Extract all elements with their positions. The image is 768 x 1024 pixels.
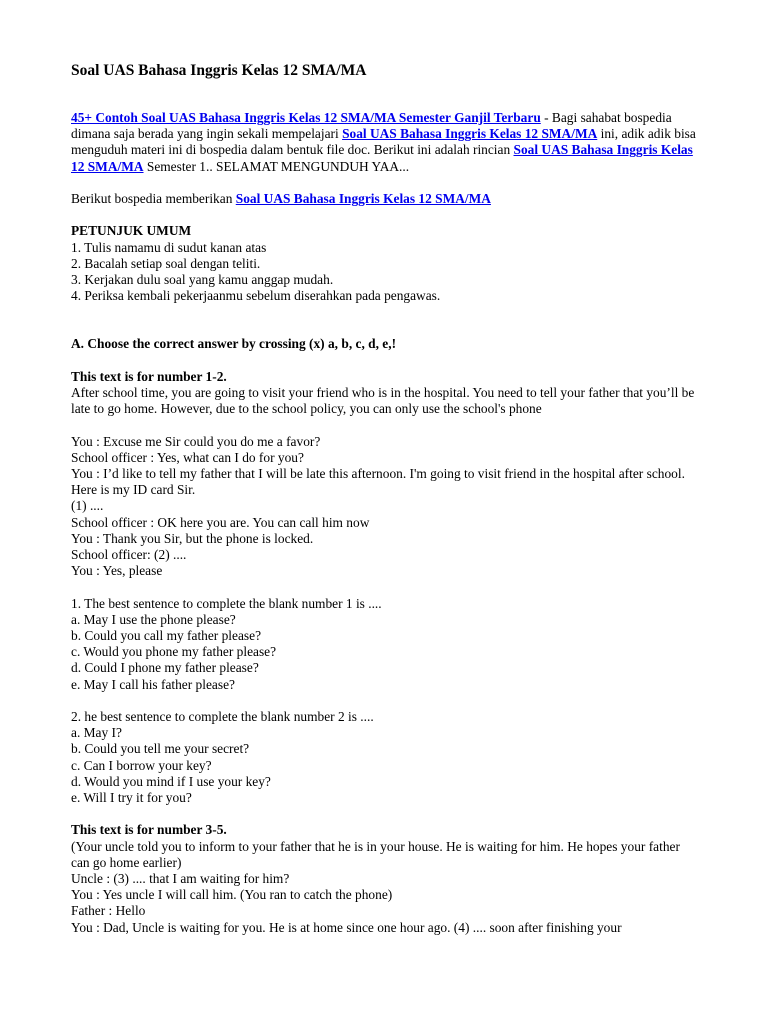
petunjuk-item: 1. Tulis namamu di sudut kanan atas	[71, 239, 267, 255]
berikut-text: Berikut bospedia memberikan	[71, 191, 236, 206]
answer-option: e. Will I try it for you?	[71, 790, 192, 806]
answer-option: c. Would you phone my father please?	[71, 644, 277, 660]
answer-option: c. Can I borrow your key?	[71, 757, 212, 773]
link-contoh-soal[interactable]: 45+ Contoh Soal UAS Bahasa Inggris Kelas 12 SMA/MA Semester Ganjil Terbaru	[71, 110, 541, 125]
answer-option: d. Would you mind if I use your key?	[71, 773, 271, 789]
intro-paragraph	[71, 110, 701, 175]
text-1-2-intro: After school time, you are going to visit your friend who is in the hospital. You need to tell your father that you’ll be late to go home. However, due to the school policy, you can only use the school's phone	[71, 385, 695, 417]
document-title: Soal UAS Bahasa Inggris Kelas 12 SMA/MA	[71, 62, 367, 79]
link-soal-uas-1[interactable]: Soal UAS Bahasa Inggris Kelas 12 SMA/MA	[342, 126, 598, 142]
dialog-line: You : I’d like to tell my father that I will be late this afternoon. I'm going to visit friend in the hospital after school. Here is my ID card Sir.	[71, 466, 685, 498]
dialog-line: You : Thank you Sir, but the phone is locked.	[71, 530, 314, 546]
answer-option: a. May I use the phone please?	[71, 611, 236, 627]
text-3-5-heading: This text is for number 3-5.	[71, 822, 227, 838]
dialog-line: School officer: (2) ....	[71, 547, 187, 563]
answer-option: e. May I call his father please?	[71, 676, 235, 692]
link-soal-uas-3[interactable]: Soal UAS Bahasa Inggris Kelas 12 SMA/MA	[235, 191, 491, 206]
dialog-line: School officer : Yes, what can I do for you?	[71, 449, 304, 465]
answer-option: d. Could I phone my father please?	[71, 660, 259, 676]
intro-text-1: - Bagi sahabat bospedia dimana saja berada yang ingin sekali mempelajari	[71, 110, 672, 142]
petunjuk-heading: PETUNJUK UMUM	[71, 223, 192, 239]
answer-option: a. May I?	[71, 725, 122, 741]
answer-option: b. Could you call my father please?	[71, 628, 262, 644]
dialog-line: School officer : OK here you are. You can call him now	[71, 514, 370, 530]
dialog-line: (1) ....	[71, 498, 104, 514]
dialog-line: Uncle : (3) .... that I am waiting for him?	[71, 871, 290, 887]
answer-option: b. Could you tell me your secret?	[71, 741, 250, 757]
text-3-5-intro: (Your uncle told you to inform to your father that he is in your house. He is waiting for him. He hopes your father can go home earlier)	[71, 838, 680, 870]
question-1: 1. The best sentence to complete the blank number 1 is ....	[71, 595, 382, 611]
dialog-line: You : Excuse me Sir could you do me a favor?	[71, 433, 321, 449]
text-1-2-heading: This text is for number 1-2.	[71, 368, 227, 384]
petunjuk-item: 3. Kerjakan dulu soal yang kamu anggap mudah.	[71, 272, 334, 287]
document-body	[71, 110, 701, 936]
link-soal-uas-2[interactable]: Soal UAS Bahasa Inggris Kelas 12 SMA/MA	[71, 142, 693, 174]
dialog-line: You : Dad, Uncle is waiting for you. He is at home since one hour ago. (4) .... soon after finishing your	[71, 919, 622, 935]
section-a-heading: A. Choose the correct answer by crossing (x) a, b, c, d, e,!	[71, 336, 397, 352]
dialog-line: You : Yes uncle I will call him. (You ran to catch the phone)	[71, 887, 393, 903]
petunjuk-item: 4. Periksa kembali pekerjaanmu sebelum diserahkan pada pengawas.	[71, 288, 441, 304]
question-2: 2. he best sentence to complete the blank number 2 is ....	[71, 709, 374, 725]
dialog-line: You : Yes, please	[71, 563, 163, 579]
dialog-line: Father : Hello	[71, 903, 146, 919]
intro-text-3: Semester 1.. SELAMAT MENGUNDUH YAA...	[143, 158, 410, 174]
petunjuk-item: 2. Bacalah setiap soal dengan teliti.	[71, 255, 261, 271]
berikut-paragraph	[71, 191, 701, 207]
intro-text-2: ini, adik adik bisa menguduh materi ini di bospedia dalam bentuk file doc. Berikut ini adalah rincian	[71, 126, 696, 158]
